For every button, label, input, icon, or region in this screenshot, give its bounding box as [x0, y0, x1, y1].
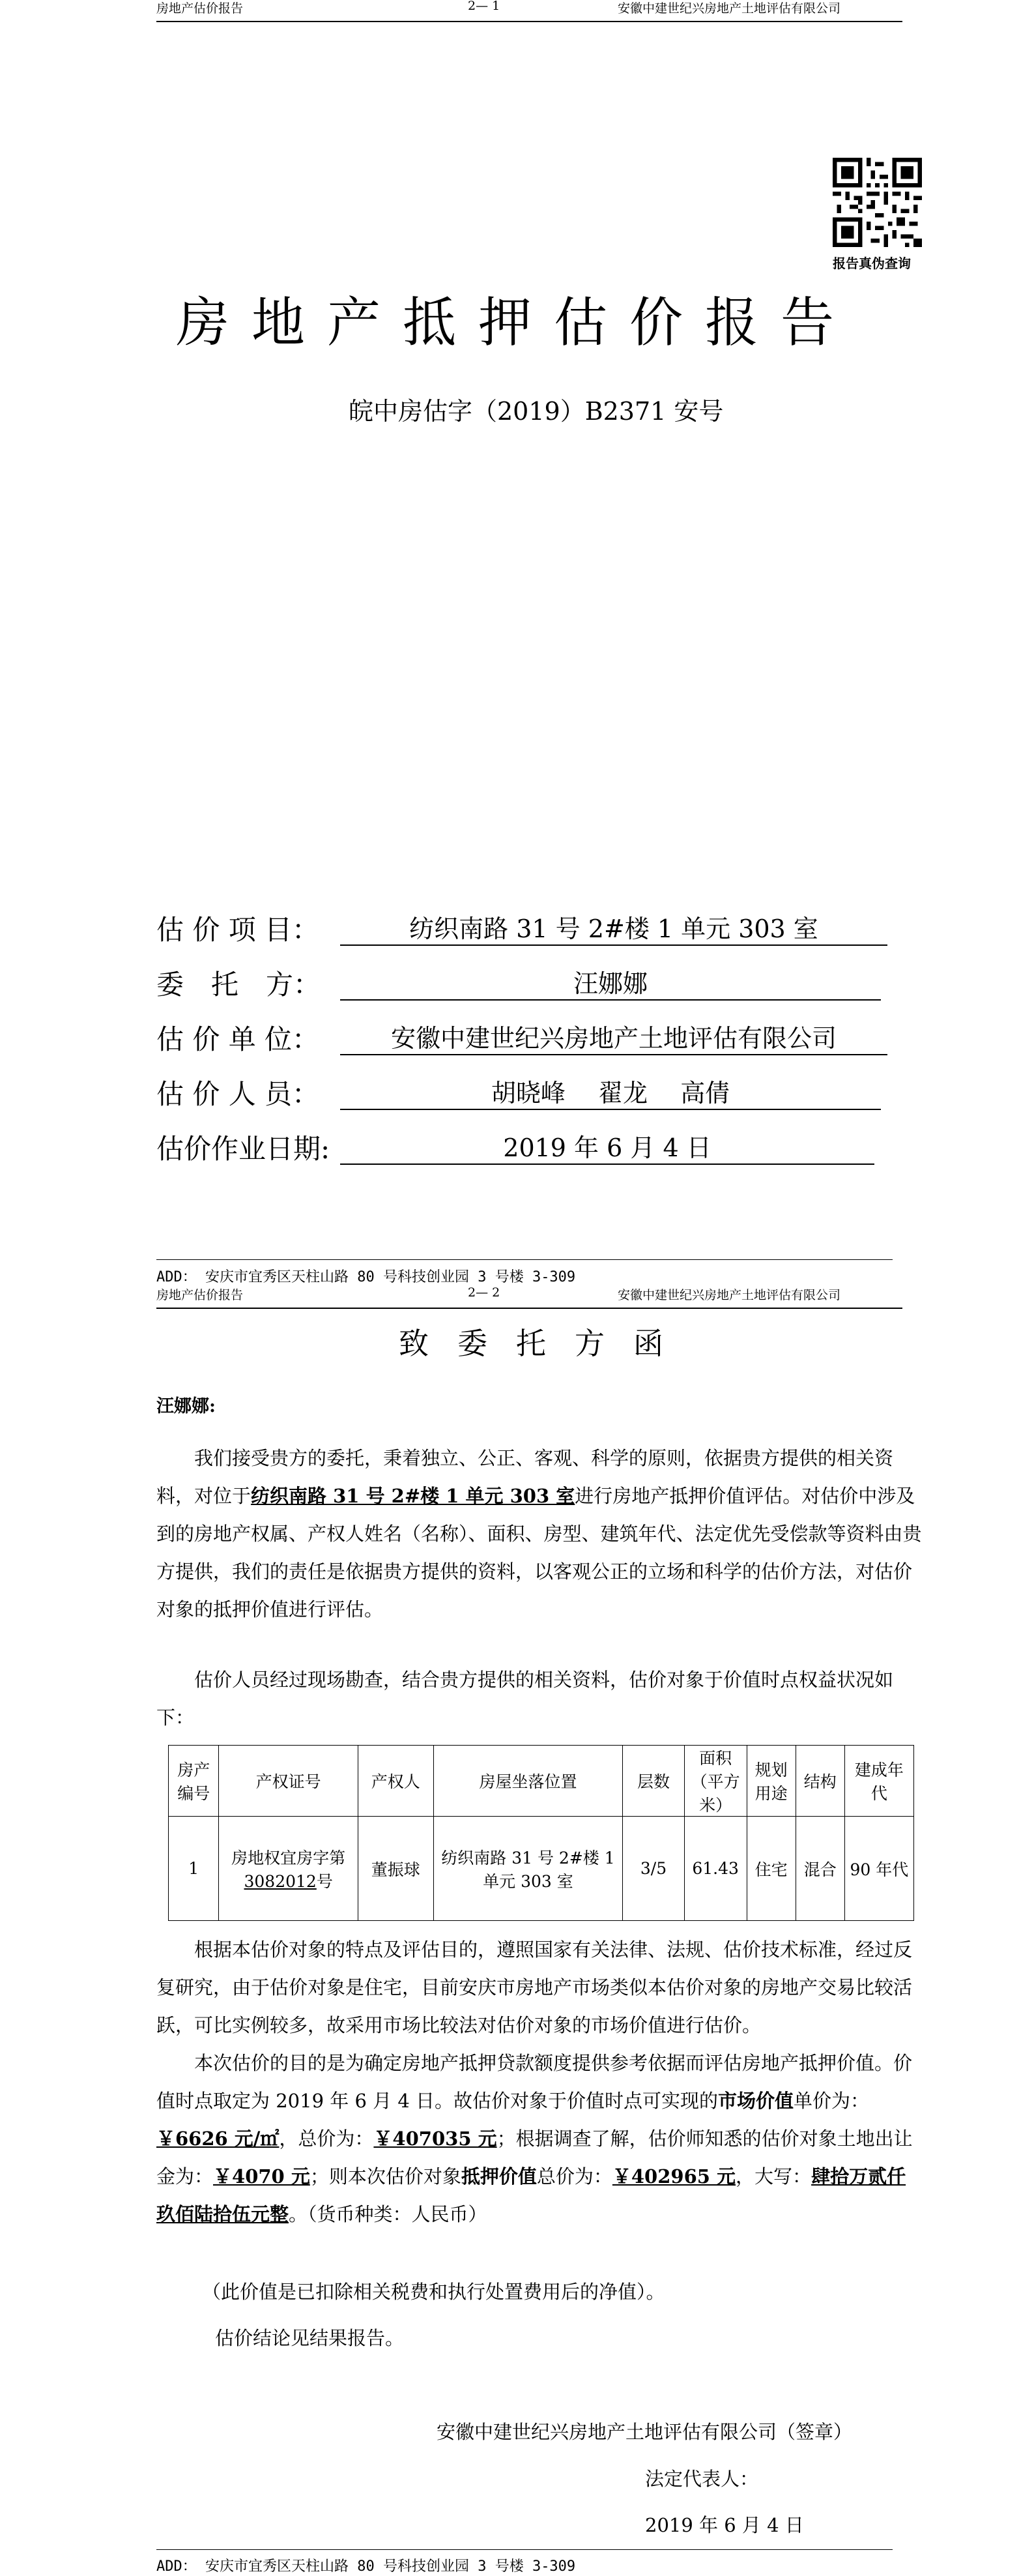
page1-header-company: 安徽中建世纪兴房地产土地评估有限公司 [618, 1, 841, 16]
page2-header-company: 安徽中建世纪兴房地产土地评估有限公司 [618, 1288, 841, 1302]
p4-text-1: 本次估价的目的是为确定房地产抵押贷款额度提供参考依据而评估房地产抵押价值。价值时点取定为 2019 年 6 月 4 日。故估价对象于价值时点可实现的 [156, 2052, 913, 2112]
th-location: 房屋坐落位置 [433, 1746, 623, 1817]
field-label-date: 估价作业日期: [156, 1133, 330, 1165]
report-number: 皖中房估字（2019）B2371 安号 [349, 397, 724, 426]
p4-text-6: ；则本次估价对象 [309, 2165, 461, 2188]
cell-location: 纺织南路 31 号 2#楼 1 单元 303 室 [433, 1817, 623, 1921]
p4-market-value-label: 市场价值 [718, 2090, 794, 2112]
page2-footer-rule [156, 2549, 893, 2550]
th-cert: 产权证号 [219, 1746, 358, 1817]
cell-no: 1 [169, 1817, 219, 1921]
field-value-project: 纺织南路 31 号 2#楼 1 单元 303 室 [340, 909, 887, 946]
p4-mortgage-value: ￥402965 元 [612, 2165, 736, 2188]
page2-header-rule [156, 1308, 902, 1309]
signature-company: 安徽中建世纪兴房地产土地评估有限公司（签章） [437, 2421, 853, 2443]
field-value-client: 汪娜娜 [340, 963, 881, 1001]
th-use: 规划用途 [747, 1746, 796, 1817]
p1-text-b: 进行房地产抵押价值评估。对估价中涉及到的房地产权属、产权人姓名（名称）、面积、房型、建筑年代、法定优先受偿款等资料由贵方提供，我们的责任是依据贵方提供的资料，以客观公正的立场和科学的估价方法，对估价对象的抵押价值进行评估。 [156, 1485, 922, 1620]
field-value-appraiser-org: 安徽中建世纪兴房地产土地评估有限公司 [340, 1018, 887, 1055]
field-label-project: 估 价 项 目： [156, 914, 320, 946]
letter-salutation: 汪娜娜: [156, 1396, 216, 1416]
th-area: 面积（平方米） [684, 1746, 747, 1817]
p4-text-4: ，总价为： [279, 2128, 374, 2150]
letter-paragraph-5: （此价值是已扣除相关税费和执行处置费用后的净值）。 [202, 2281, 665, 2303]
field-value-appraisers: 胡晓峰 翟龙 高倩 [340, 1073, 881, 1110]
p4-text-10: 。（货币种类：人民币） [289, 2203, 487, 2225]
letter-paragraph-6: 估价结论见结果报告。 [215, 2327, 405, 2349]
letter-paragraph-3: 根据本估价对象的特点及评估目的，遵照国家有关法律、法规、估价技术标准，经过反复研究，由于估价对象是住宅，目前安庆市房地产市场类似本估价对象的房地产交易比较活跃，可比实例较多，故采用市场比较法对估价对象的市场价值进行估价。 [156, 1939, 913, 2036]
field-value-date: 2019 年 6 月 4 日 [340, 1128, 874, 1165]
cell-use: 住宅 [747, 1817, 796, 1921]
signature-legal-representative: 法定代表人： [645, 2468, 759, 2490]
p4-land-fee: ￥4070 元 [213, 2165, 310, 2188]
page1-header-page-number: 2— 1 [468, 0, 500, 13]
page1-header-left: 房地产估价报告 [156, 1, 244, 16]
table-row [169, 1817, 914, 1921]
cell-area: 61.43 [684, 1817, 747, 1921]
p1-text-a: 我们接受贵方的委托，秉着独立、公正、客观、科学的原则，依据贵方提供的相关资料，对位于 [156, 1447, 894, 1507]
field-label-client: 委 托 方： [156, 969, 321, 1001]
th-no: 房产编号 [169, 1746, 219, 1817]
p4-total-price: ￥407035 元 [373, 2128, 497, 2150]
cell-year: 90 年代 [844, 1817, 913, 1921]
cell-cert [219, 1817, 358, 1921]
p4-text-5: ；根据调查了解，估价师知悉的估价对象土地出让金为： [156, 2128, 913, 2188]
field-label-appraiser-org: 估 价 单 位： [156, 1023, 320, 1055]
th-year: 建成年代 [844, 1746, 913, 1817]
property-table [168, 1745, 914, 1921]
field-label-appraisers: 估 价 人 员： [156, 1078, 320, 1110]
qr-caption: 报告真伪查询 [833, 256, 911, 271]
p4-text-9: ，大写： [736, 2165, 812, 2188]
page2-header-left: 房地产估价报告 [156, 1288, 244, 1302]
letter-paragraph-1 [156, 1439, 922, 1628]
p4-text-8: 总价为： [536, 2165, 612, 2188]
p4-text-3: 单价为： [794, 2090, 870, 2112]
cell-floors: 3/5 [623, 1817, 684, 1921]
letter-heading: 致委托方函 [399, 1326, 692, 1361]
letter-paragraph-4 [156, 2044, 922, 2233]
p1-property-address: 纺织南路 31 号 2#楼 1 单元 303 室 [251, 1485, 575, 1507]
page2-footer-address: ADD： 安庆市宜秀区天柱山路 80 号科技创业园 3 号楼 3-309 [156, 2558, 576, 2575]
th-owner: 产权人 [358, 1746, 433, 1817]
th-floors: 层数 [623, 1746, 684, 1817]
cell-cert-suffix: 号 [316, 1871, 333, 1891]
cell-cert-number: 3082012 [244, 1871, 317, 1891]
p4-mortgage-label: 抵押价值 [461, 2165, 537, 2188]
page1-header-rule [156, 21, 902, 22]
cell-owner: 董振球 [358, 1817, 433, 1921]
qr-code-icon [833, 158, 922, 247]
page2-header-page-number: 2— 2 [468, 1285, 500, 1300]
signature-date: 2019 年 6 月 4 日 [645, 2514, 804, 2536]
cell-cert-prefix: 房地权宜房字第 [231, 1848, 346, 1867]
p4-unit-price: ￥6626 元/㎡ [156, 2128, 280, 2150]
p4-uppercase-amount: 肆拾万贰仟玖佰陆拾伍元整 [156, 2165, 906, 2225]
report-title: 房地产抵押估价报告 [176, 292, 857, 354]
page1-footer-rule [156, 1259, 893, 1260]
cell-structure: 混合 [796, 1817, 844, 1921]
letter-paragraph-2: 估价人员经过现场勘查，结合贵方提供的相关资料，估价对象于价值时点权益状况如下： [156, 1669, 894, 1729]
th-structure: 结构 [796, 1746, 844, 1817]
page1-footer-address: ADD： 安庆市宜秀区天柱山路 80 号科技创业园 3 号楼 3-309 [156, 1269, 576, 1285]
